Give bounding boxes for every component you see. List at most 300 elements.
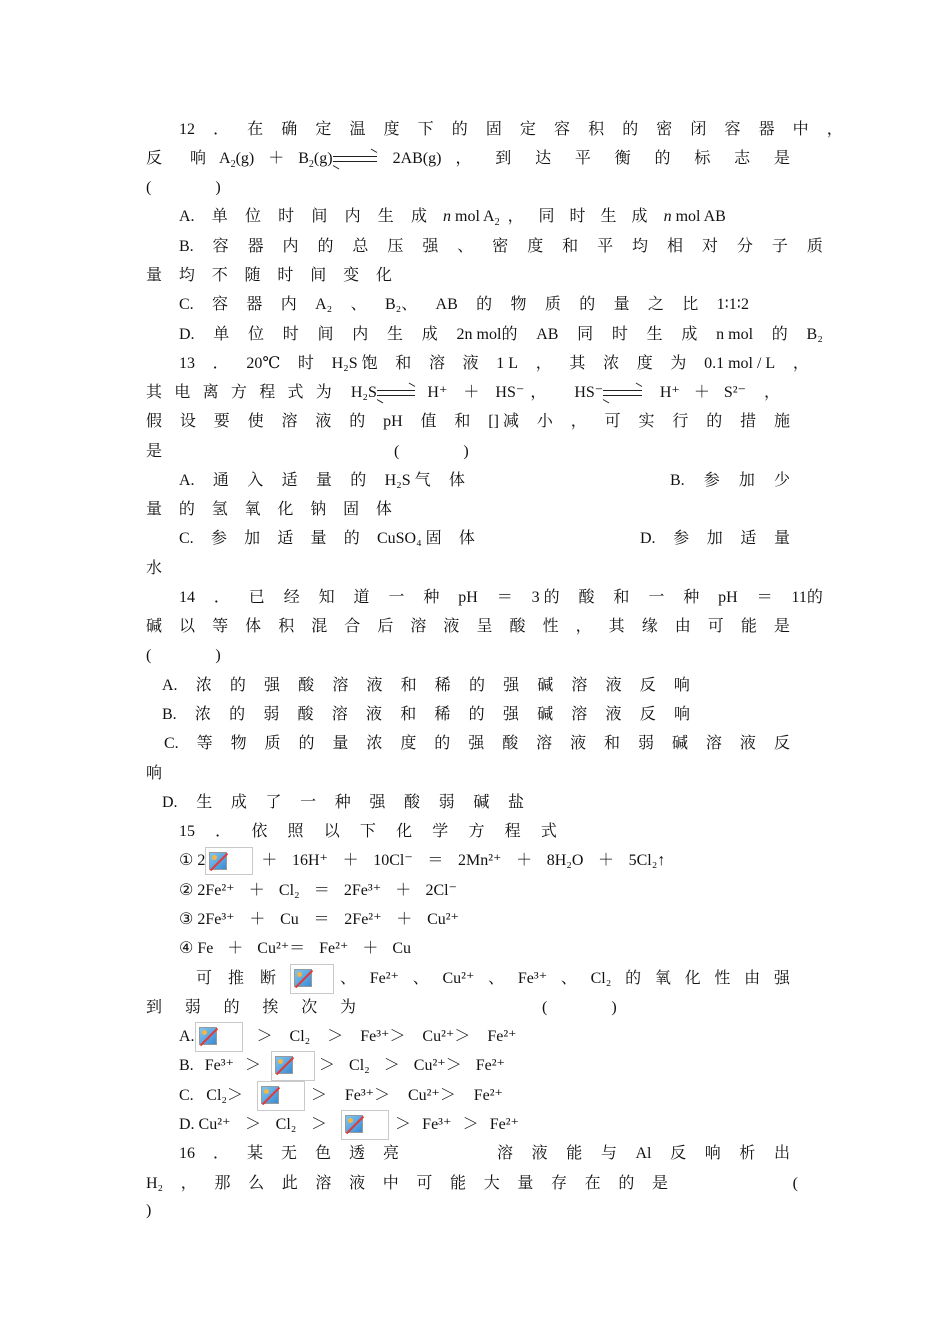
text-token: 1∶1∶2 xyxy=(716,296,749,313)
text-token: ＞ xyxy=(327,1028,344,1045)
text-token: 的 xyxy=(223,999,240,1016)
text-token: 2Fe³⁺ xyxy=(343,882,382,899)
text-token: 质 xyxy=(806,238,823,255)
text-token: 度 xyxy=(383,121,400,138)
text-token: 的 xyxy=(706,413,723,430)
text-token: 参 xyxy=(673,530,690,547)
text-token: 16H⁺ xyxy=(291,852,328,869)
text-token: 压 xyxy=(387,238,404,255)
q13-option-d xyxy=(640,524,790,553)
text-token: 实 xyxy=(638,413,655,430)
text-token: [] 减 xyxy=(488,413,519,430)
text-token: 的 xyxy=(349,413,366,430)
text-token: A. xyxy=(162,677,178,694)
text-token: ， xyxy=(455,150,472,167)
text-token: 10Cl⁻ xyxy=(373,852,413,869)
text-token: 固 xyxy=(343,501,360,518)
text-token: 器 xyxy=(246,296,263,313)
text-token: 强 xyxy=(422,238,439,255)
text-token: 为 xyxy=(315,384,332,401)
text-token: 的 xyxy=(468,706,485,723)
text-token: 生 xyxy=(600,208,617,225)
text-token: 随 xyxy=(244,267,261,284)
text-token: n mol xyxy=(716,326,754,343)
text-token: 知 xyxy=(318,589,335,606)
q14-option-d xyxy=(146,788,524,817)
text-token: 在 xyxy=(584,1175,601,1192)
text-token: ＋ xyxy=(395,882,412,899)
text-token: 施 xyxy=(773,413,790,430)
text-token: 碱 xyxy=(671,735,688,752)
text-token: 内 xyxy=(344,208,361,225)
text-token: 小 xyxy=(536,413,553,430)
text-token: 间 xyxy=(317,326,334,343)
text-token: 是 xyxy=(773,618,790,635)
text-token: 方 xyxy=(230,384,247,401)
text-token: ． xyxy=(213,121,230,138)
text-token: ＝ xyxy=(313,911,330,928)
text-token: 生 xyxy=(196,794,213,811)
text-token: ＋ xyxy=(362,940,379,957)
text-token: Cu²⁺ xyxy=(442,970,475,987)
text-token: 5Cl₂↑ xyxy=(628,852,666,869)
text-token: 液 xyxy=(605,706,622,723)
text-token: 适 xyxy=(740,530,757,547)
plus-sign: ＋ xyxy=(268,150,285,167)
text-token: 此 xyxy=(281,1175,298,1192)
text-token: 酸 xyxy=(404,794,421,811)
text-token: 的 xyxy=(771,326,788,343)
text-token: 措 xyxy=(740,413,757,430)
text-token: ＞ xyxy=(311,1087,328,1104)
missing-image-icon xyxy=(271,1051,315,1081)
text-token: 成 xyxy=(410,208,427,225)
text-token: 色 xyxy=(314,1145,331,1162)
text-token: ＋ xyxy=(598,852,615,869)
text-token: 存 xyxy=(551,1175,568,1192)
text-token: B. xyxy=(179,238,194,255)
text-token: 器 xyxy=(247,238,264,255)
text-token: B. xyxy=(670,472,685,489)
text-token: 推 xyxy=(227,970,244,987)
text-token: 的 xyxy=(434,735,451,752)
text-token: 浓 xyxy=(366,735,383,752)
text-token: ＞ xyxy=(395,1116,412,1133)
text-token: Fe²⁺ xyxy=(319,940,349,957)
q14-option-c xyxy=(146,729,790,758)
text-token: 质 xyxy=(264,735,281,752)
text-token: 种 xyxy=(334,794,351,811)
text-token: 在 xyxy=(247,121,264,138)
text-token: 质 xyxy=(544,296,561,313)
text-token: Cu²⁺＞ xyxy=(407,1087,456,1104)
text-token: B. xyxy=(179,1057,194,1074)
text-token: 析 xyxy=(739,1145,756,1162)
text-token: 是 xyxy=(651,1175,668,1192)
text-token: 确 xyxy=(281,121,298,138)
text-token: 酸 xyxy=(578,589,595,606)
text-token: 15 xyxy=(179,823,195,840)
q14-line2 xyxy=(146,612,790,641)
text-token: 0.1 mol / L xyxy=(704,355,776,372)
q15-eq1: ① 2 ＋ 16H⁺ ＋ 10Cl⁻ ＝ 2Mn²⁺ ＋ 8H₂O ＋ 5Cl₂↑ xyxy=(146,846,823,875)
text-token: 反 xyxy=(773,735,790,752)
text-token: ＞ xyxy=(462,1116,479,1133)
text-token: 碱 xyxy=(537,677,554,694)
text-token: 、 xyxy=(560,970,577,987)
q13-option-b-line2 xyxy=(146,495,790,524)
text-token: 度 xyxy=(636,355,653,372)
text-token: 液 xyxy=(605,677,622,694)
text-token: 碱 xyxy=(146,618,163,635)
text-token: 性 xyxy=(542,618,559,635)
text-token: 总 xyxy=(352,238,369,255)
text-token: 式 xyxy=(287,384,304,401)
text-token: 成 xyxy=(230,794,247,811)
text-token: Cl₂＞ xyxy=(206,1087,243,1104)
text-token: 体 xyxy=(448,472,465,489)
text-token: 位 xyxy=(248,326,265,343)
text-token: 酸 xyxy=(502,735,519,752)
q12-line2-end xyxy=(455,144,790,173)
text-token: 液 xyxy=(531,1145,548,1162)
text-token: 度 xyxy=(527,238,544,255)
text-token: 平 xyxy=(574,150,591,167)
text-token: 能 xyxy=(566,1145,583,1162)
text-token: Cl₂ xyxy=(590,970,612,987)
text-token: 与 xyxy=(600,1145,617,1162)
text-token: 成 xyxy=(631,208,648,225)
text-token: 种 xyxy=(423,589,440,606)
text-token: 标 xyxy=(694,150,711,167)
text-token: 溶 xyxy=(315,1175,332,1192)
text-token: 性 xyxy=(714,970,731,987)
text-token: B₂ xyxy=(806,326,823,343)
q13-line3 xyxy=(146,407,790,436)
text-token: 的 xyxy=(229,677,246,694)
text-token: ， xyxy=(180,1175,197,1192)
text-token: 同 xyxy=(538,208,555,225)
text-token: 化 xyxy=(396,823,413,840)
text-token: ＞ xyxy=(383,1057,400,1074)
text-token: 等 xyxy=(212,618,229,635)
text-token: 化 xyxy=(684,970,701,987)
q12-reaction: $A_2(g)$ xyxy=(219,150,255,171)
text-token: 照 xyxy=(287,823,304,840)
missing-image-icon xyxy=(341,1110,389,1140)
q15-option-c xyxy=(146,1081,823,1110)
text-token: 时 xyxy=(278,208,295,225)
text-token: 浓 xyxy=(603,355,620,372)
text-token: 由 xyxy=(744,970,761,987)
missing-image-icon xyxy=(257,1081,305,1111)
text-token: 溶 xyxy=(428,355,445,372)
text-token: 反 xyxy=(670,1145,687,1162)
text-token: 的 xyxy=(468,677,485,694)
text-token: 由 xyxy=(674,618,691,635)
text-token: 酸 xyxy=(297,706,314,723)
text-token: 可 xyxy=(707,618,724,635)
q12-option-a: A. 单 位 时 间 内 生 成 n mol $A_2$ ， 同 时 生 成 n mol AB xyxy=(146,202,799,231)
text-token: 混 xyxy=(311,618,328,635)
text-token: 适 xyxy=(277,530,294,547)
text-token: H₂S 饱 xyxy=(331,355,378,372)
text-token: ． xyxy=(215,823,232,840)
text-token: 一 xyxy=(300,794,317,811)
text-token: ． xyxy=(212,355,229,372)
text-token: 离 xyxy=(202,384,219,401)
text-token: 参 xyxy=(703,472,720,489)
text-token: 密 xyxy=(492,238,509,255)
text-token: 碱 xyxy=(537,706,554,723)
missing-image-icon xyxy=(195,1022,243,1052)
text-token: 溶 xyxy=(705,735,722,752)
text-token: pH xyxy=(718,589,738,606)
text-token: 单 xyxy=(213,326,230,343)
text-token: 对 xyxy=(701,238,718,255)
text-token: 同 xyxy=(577,326,594,343)
text-token: 可 xyxy=(196,970,213,987)
text-token: 和 xyxy=(395,355,412,372)
text-token: ＋ xyxy=(342,852,359,869)
text-token: 的 xyxy=(618,1175,635,1192)
text-token: 闭 xyxy=(690,121,707,138)
text-token: 弱 xyxy=(438,794,455,811)
text-token: 内 xyxy=(280,296,297,313)
text-token: 物 xyxy=(230,735,247,752)
equilibrium-arrow-icon xyxy=(603,388,642,398)
text-token: ， xyxy=(826,121,843,138)
text-token: 14 xyxy=(179,589,195,606)
text-token: 容 xyxy=(554,121,571,138)
text-token: 3 的 xyxy=(531,589,560,606)
text-token: 2Fe²⁺ xyxy=(344,911,382,928)
text-token: 次 xyxy=(301,999,318,1016)
text-token: 的 xyxy=(579,296,596,313)
text-token: 强 xyxy=(264,677,281,694)
q15-infer-line2 xyxy=(146,993,790,1022)
text-token: 的 xyxy=(178,501,195,518)
text-token: Fe²⁺ xyxy=(489,1116,519,1133)
text-token: 依 xyxy=(251,823,268,840)
text-token: 、 xyxy=(350,296,367,313)
q16-line3 xyxy=(146,1196,790,1225)
text-token: 16 xyxy=(179,1145,195,1162)
text-token: B₂、 xyxy=(384,296,418,313)
text-token: 12 xyxy=(179,121,195,138)
q15-eq3 xyxy=(146,905,823,934)
q13-line4: 是 ( ) xyxy=(146,437,790,466)
text-token: 参 xyxy=(210,530,227,547)
text-token: 盐 xyxy=(507,794,524,811)
text-token: 液 xyxy=(365,706,382,723)
text-token: 下 xyxy=(417,121,434,138)
text-token: 时 xyxy=(297,355,314,372)
text-token: 定 xyxy=(519,121,536,138)
text-token: 固 xyxy=(485,121,502,138)
text-token: 么 xyxy=(248,1175,265,1192)
text-token: 溶 xyxy=(536,735,553,752)
text-token: ② 2Fe²⁺ xyxy=(179,882,235,899)
text-token: 响 xyxy=(673,677,690,694)
text-token: 积 xyxy=(278,618,295,635)
text-token: C. xyxy=(164,735,179,752)
text-token: 少 xyxy=(773,472,790,489)
text-token: 液 xyxy=(739,735,756,752)
text-token: 入 xyxy=(247,472,264,489)
text-token: 间 xyxy=(311,208,328,225)
text-token: 溶 xyxy=(571,677,588,694)
text-token: H₂ xyxy=(146,1175,164,1192)
q16-paren-close: ) xyxy=(146,1202,152,1219)
text-token: 量 xyxy=(332,735,349,752)
text-token: 达 xyxy=(535,150,552,167)
text-token: 体 xyxy=(245,618,262,635)
text-token: CuSO₄ 固 xyxy=(376,530,442,547)
text-token: 断 xyxy=(259,970,276,987)
q13-option-a xyxy=(179,466,465,495)
q16-line1 xyxy=(146,1139,790,1168)
text-token: Cu xyxy=(280,911,299,928)
text-token: 经 xyxy=(283,589,300,606)
q16-line2 xyxy=(146,1169,798,1198)
text-token: 生 xyxy=(646,326,663,343)
text-token: ＋ xyxy=(516,852,533,869)
text-token: 大 xyxy=(483,1175,500,1192)
text-token: 溶 xyxy=(331,706,348,723)
text-token: 强 xyxy=(369,794,386,811)
text-token: ， xyxy=(792,355,809,372)
text-token: 温 xyxy=(349,121,366,138)
q13-line1 xyxy=(146,349,809,378)
text-token: Fe²⁺ xyxy=(369,970,399,987)
text-token: Cu²⁺＞ xyxy=(413,1057,462,1074)
text-token: 20℃ xyxy=(246,355,281,372)
q14-option-c-line2: 响 xyxy=(146,765,163,782)
text-token: 种 xyxy=(683,589,700,606)
text-token: 出 xyxy=(773,1145,790,1162)
text-token: ． xyxy=(213,589,230,606)
text-token: AB xyxy=(536,326,559,343)
text-token: 加 xyxy=(738,472,755,489)
text-token: ＝ xyxy=(496,589,513,606)
text-token: 均 xyxy=(178,267,195,284)
text-token: pH xyxy=(383,413,403,430)
text-token: AB xyxy=(435,296,458,313)
text-token: 比 xyxy=(682,296,699,313)
text-token: 了 xyxy=(265,794,282,811)
text-token: 间 xyxy=(310,267,327,284)
q13-option-c xyxy=(179,524,475,553)
text-token: 可 xyxy=(416,1175,433,1192)
text-token: Fe³⁺＞ xyxy=(360,1028,406,1045)
text-token: Fe³⁺ xyxy=(204,1057,234,1074)
text-token: 和 xyxy=(400,706,417,723)
text-token: 到 xyxy=(146,999,163,1016)
text-token: ＋ xyxy=(227,940,244,957)
text-token: 加 xyxy=(244,530,261,547)
text-token: 体 xyxy=(375,501,392,518)
text-token: 成 xyxy=(421,326,438,343)
text-token: D. xyxy=(640,530,656,547)
text-token: A. xyxy=(179,208,195,225)
q14-option-a xyxy=(146,671,690,700)
text-token: 可 xyxy=(604,413,621,430)
q12-option-b-line2 xyxy=(146,261,790,290)
text-token: 容 xyxy=(724,121,741,138)
text-token: 液 xyxy=(315,413,332,430)
text-token: 量 xyxy=(773,530,790,547)
text-token: ， xyxy=(570,413,587,430)
text-token: 时 xyxy=(282,326,299,343)
text-token: 为 xyxy=(339,999,356,1016)
text-token: 其 xyxy=(569,355,586,372)
text-token: 容 xyxy=(212,238,229,255)
q15-option-b xyxy=(146,1051,823,1080)
text-token: 变 xyxy=(343,267,360,284)
text-token: 积 xyxy=(588,121,605,138)
text-token: 以 xyxy=(323,823,340,840)
text-token: 生 xyxy=(377,208,394,225)
text-token: 、 xyxy=(457,238,474,255)
text-token: 的 xyxy=(654,150,671,167)
text-token: ＋ xyxy=(248,882,265,899)
text-token: 挨 xyxy=(262,999,279,1016)
text-token: 碱 xyxy=(473,794,490,811)
text-token: Cl₂ xyxy=(275,1116,297,1133)
text-token: 的 xyxy=(229,706,246,723)
q12-product: 2AB(g) xyxy=(392,150,442,167)
text-token: Cl₂ xyxy=(289,1028,311,1045)
q15-option-d xyxy=(146,1110,823,1139)
text-token: ＞ xyxy=(244,1057,261,1074)
text-token: 1 L xyxy=(496,355,519,372)
q15-eq2 xyxy=(146,876,823,905)
text-token: ＝ xyxy=(756,589,773,606)
text-token: 其 xyxy=(146,384,163,401)
text-token: 呈 xyxy=(476,618,493,635)
text-token: 一 xyxy=(388,589,405,606)
equilibrium-arrow-icon xyxy=(377,388,416,398)
text-token: 合 xyxy=(344,618,361,635)
text-token: 的 xyxy=(350,472,367,489)
text-token: 和 xyxy=(562,238,579,255)
text-token: Cu²⁺ xyxy=(427,911,459,928)
q12-line2: 反 响 $A_2(g)$ ＋ $B_2(g)$ 2AB(g) ， 到 达 平 衡 的 标 志 是 xyxy=(146,144,790,173)
text-token: 程 xyxy=(259,384,276,401)
text-token: 溶 xyxy=(332,677,349,694)
text-token: 化 xyxy=(277,501,294,518)
equilibrium-arrow-icon xyxy=(333,154,377,164)
text-token: ＞ xyxy=(319,1057,336,1074)
text-token: 强 xyxy=(468,735,485,752)
q13-option-cd xyxy=(146,524,823,553)
text-token: ＝ xyxy=(313,882,330,899)
text-token: 钠 xyxy=(310,501,327,518)
text-token: 设 xyxy=(179,413,196,430)
text-token: ， xyxy=(575,618,592,635)
text-token: ， xyxy=(507,208,524,225)
text-token: 溶 xyxy=(571,706,588,723)
text-token: 成 xyxy=(681,326,698,343)
text-token: 体 xyxy=(458,530,475,547)
text-token: 方 xyxy=(468,823,485,840)
text-token: 反 xyxy=(639,706,656,723)
text-token: 不 xyxy=(211,267,228,284)
q13-answer-paren: ( ) xyxy=(394,443,469,460)
text-token: ＞ xyxy=(245,1116,262,1133)
text-token: 容 xyxy=(212,296,229,313)
